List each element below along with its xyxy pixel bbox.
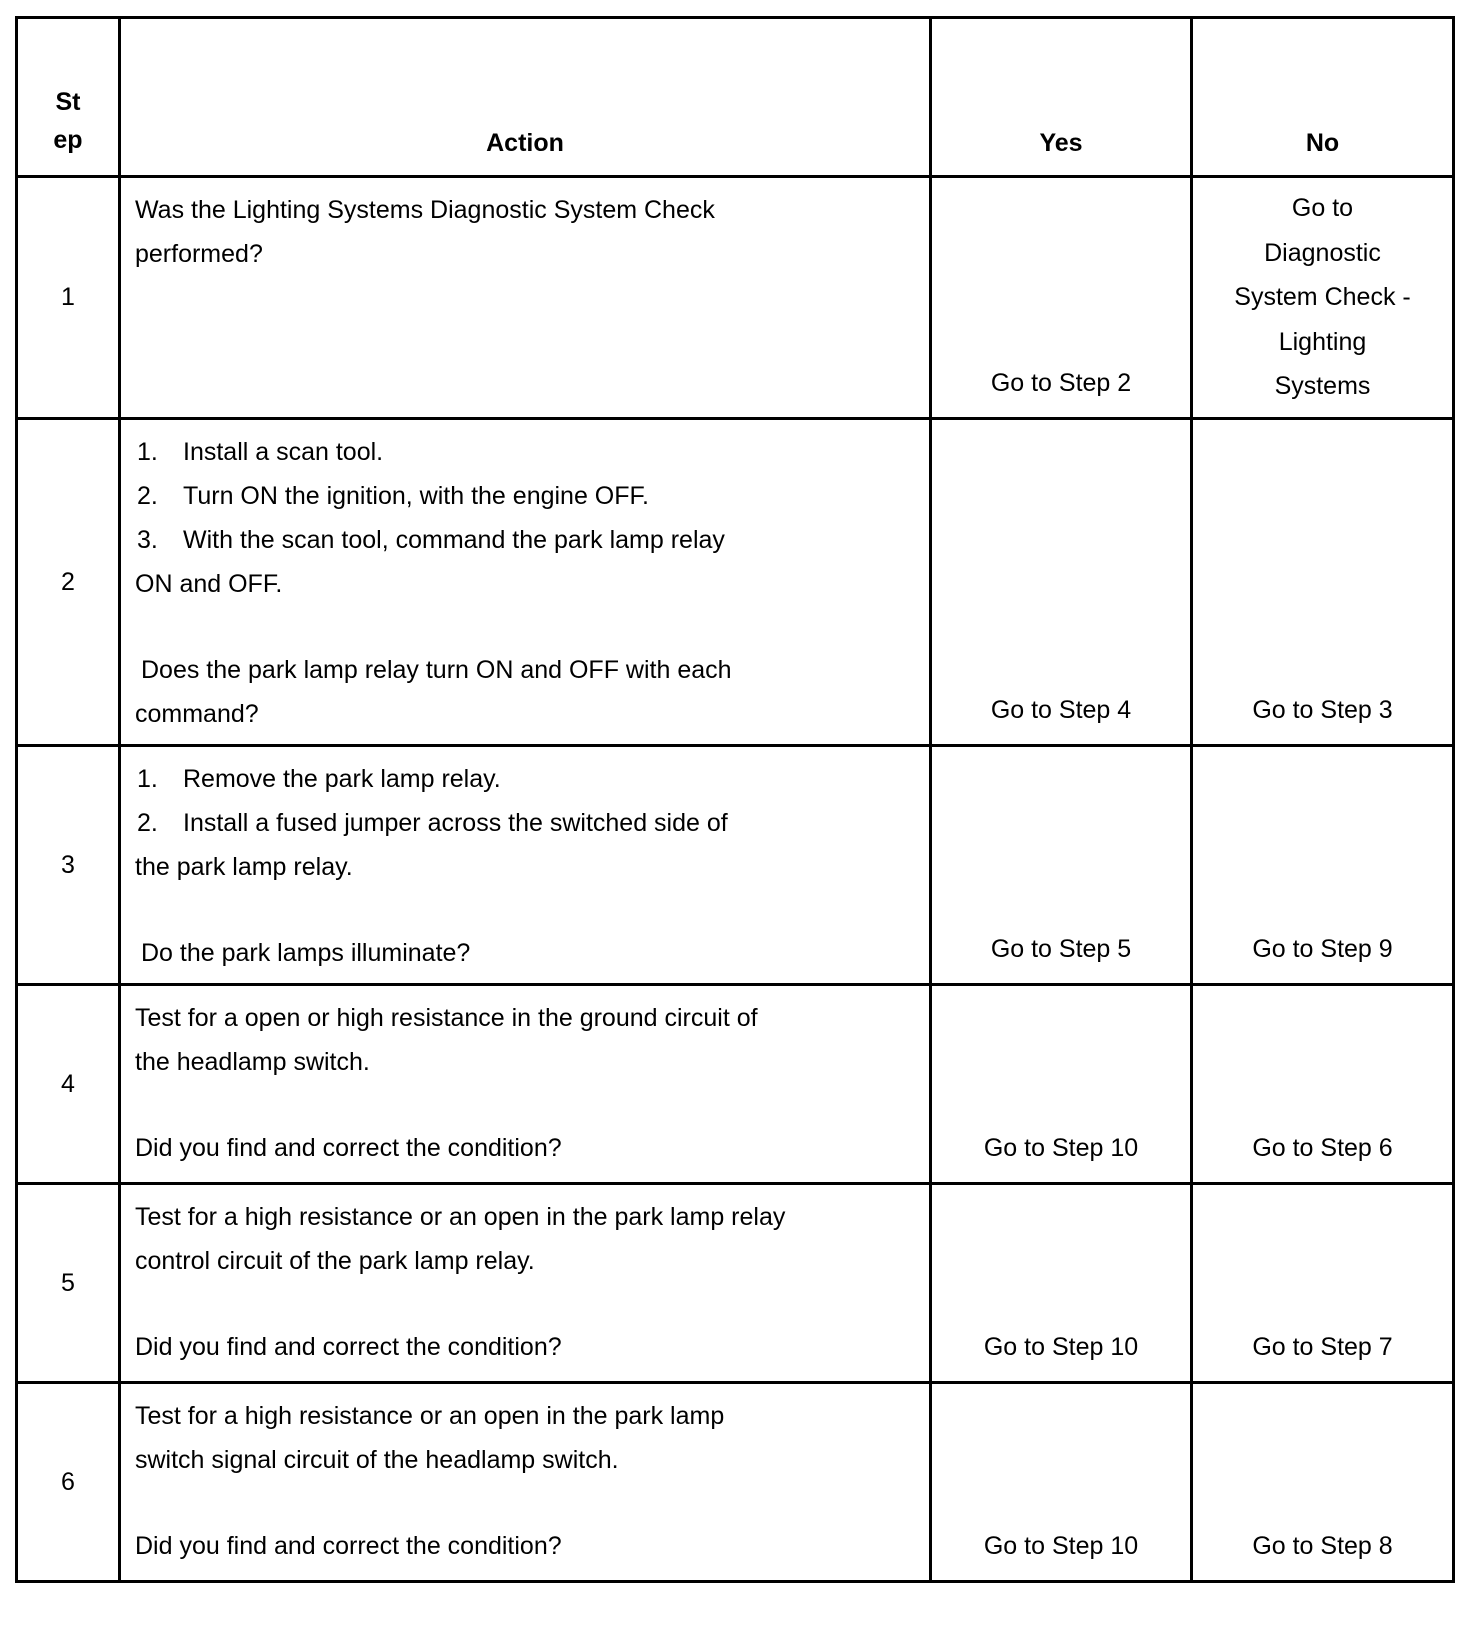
yes-cell: Go to Step 5 — [931, 745, 1192, 984]
yes-cell: Go to Step 2 — [931, 177, 1192, 419]
action-text: Test for a high resistance or an open in the park lamp relay — [135, 1202, 786, 1231]
question-text: Did you find and correct the condition? — [135, 1133, 562, 1162]
list-item — [135, 757, 919, 801]
list-item — [135, 801, 919, 845]
list-item-number: 1. — [137, 764, 158, 793]
spacer — [135, 1084, 919, 1126]
spacer — [135, 1283, 919, 1325]
action-text: the headlamp switch. — [135, 1047, 370, 1076]
list-item-number: 3. — [137, 525, 158, 554]
action-cell — [120, 984, 931, 1183]
header-step — [17, 18, 120, 177]
list-item — [135, 430, 919, 474]
header-yes: Yes — [931, 18, 1192, 177]
action-text: performed? — [135, 240, 263, 268]
step-number: 2 — [17, 418, 120, 745]
table-row — [17, 418, 1454, 745]
table-row — [17, 984, 1454, 1183]
list-item-number: 1. — [137, 437, 158, 466]
action-continuation: ON and OFF. — [135, 569, 283, 598]
step-number: 3 — [17, 745, 120, 984]
table-row — [17, 1382, 1454, 1581]
action-cell — [120, 1183, 931, 1382]
list-item-text: Turn ON the ignition, with the engine OFF. — [183, 481, 649, 510]
table-row — [17, 1183, 1454, 1382]
list-item-number: 2. — [137, 481, 158, 510]
no-cell — [1192, 177, 1454, 419]
action-cell — [120, 1382, 931, 1581]
action-cell — [120, 177, 931, 419]
spacer — [135, 1482, 919, 1524]
list-item-text: Install a scan tool. — [183, 437, 384, 466]
spacer — [135, 606, 919, 648]
header-step-line1: St — [55, 88, 81, 116]
list-item-text: With the scan tool, command the park lamp relay — [183, 525, 725, 554]
table-row — [17, 745, 1454, 984]
no-cell: Go to Step 6 — [1192, 984, 1454, 1183]
action-text: Was the Lighting Systems Diagnostic System Check — [135, 196, 715, 224]
header-no: No — [1192, 18, 1454, 177]
question-text: Does the park lamp relay turn ON and OFF with each — [141, 655, 732, 684]
question-text: command? — [135, 699, 259, 728]
question-text: Do the park lamps illuminate? — [141, 938, 471, 967]
no-text: Lighting — [1278, 327, 1367, 356]
no-text: Diagnostic — [1264, 238, 1381, 267]
list-item-text: Remove the park lamp relay. — [183, 764, 501, 793]
action-cell — [120, 745, 931, 984]
step-number: 4 — [17, 984, 120, 1183]
list-item — [135, 518, 919, 562]
step-number: 5 — [17, 1183, 120, 1382]
action-text: switch signal circuit of the headlamp switch. — [135, 1445, 619, 1474]
spacer — [135, 889, 919, 931]
question-text: Did you find and correct the condition? — [135, 1332, 562, 1361]
header-step-line2: ep — [53, 126, 83, 154]
step-number: 1 — [17, 177, 120, 419]
action-text: control circuit of the park lamp relay. — [135, 1246, 535, 1275]
table-row — [17, 177, 1454, 419]
diagnostic-table — [15, 16, 1455, 1583]
action-text: Test for a open or high resistance in the ground circuit of — [135, 1003, 758, 1032]
no-text: Systems — [1274, 372, 1371, 400]
no-text: System Check - — [1234, 283, 1411, 311]
step-number: 6 — [17, 1382, 120, 1581]
no-cell: Go to Step 3 — [1192, 418, 1454, 745]
no-cell: Go to Step 7 — [1192, 1183, 1454, 1382]
list-item-number: 2. — [137, 808, 158, 837]
no-cell: Go to Step 9 — [1192, 745, 1454, 984]
question-text: Did you find and correct the condition? — [135, 1531, 562, 1560]
action-continuation: the park lamp relay. — [135, 852, 353, 881]
header-row — [17, 18, 1454, 177]
yes-cell: Go to Step 10 — [931, 1183, 1192, 1382]
yes-cell: Go to Step 10 — [931, 984, 1192, 1183]
no-cell: Go to Step 8 — [1192, 1382, 1454, 1581]
action-text: Test for a high resistance or an open in the park lamp — [135, 1401, 725, 1430]
header-action: Action — [120, 18, 931, 177]
list-item-text: Install a fused jumper across the switched side of — [183, 808, 728, 837]
action-cell — [120, 418, 931, 745]
yes-cell: Go to Step 10 — [931, 1382, 1192, 1581]
no-text: Go to — [1291, 194, 1354, 222]
yes-cell: Go to Step 4 — [931, 418, 1192, 745]
list-item — [135, 474, 919, 518]
